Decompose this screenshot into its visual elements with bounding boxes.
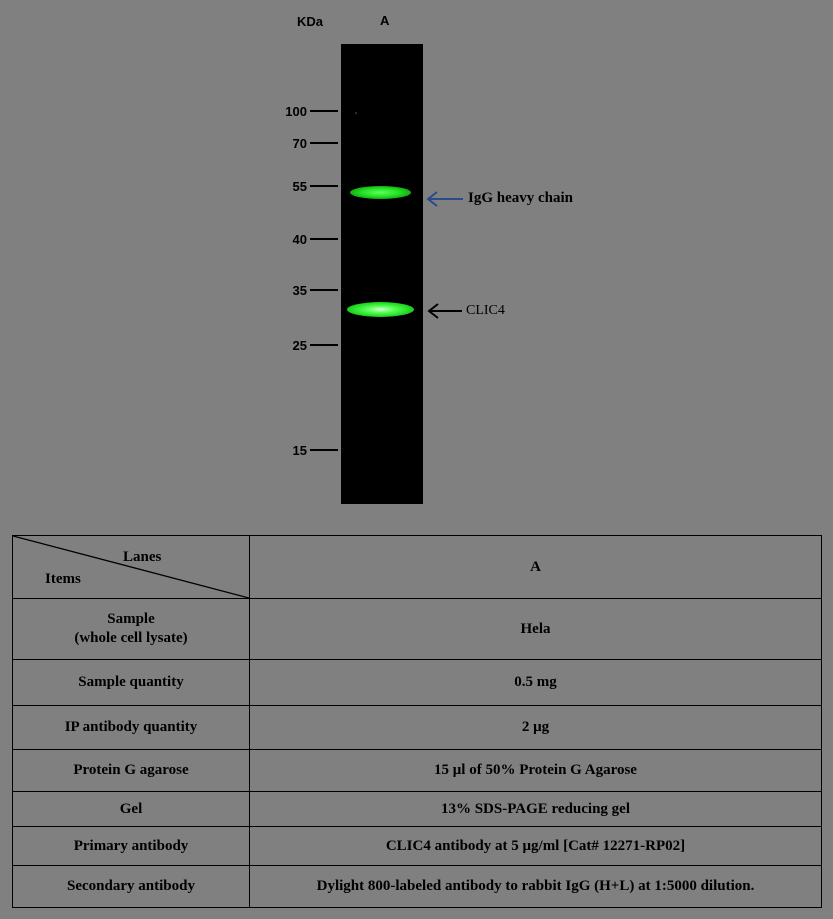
header-items-label: Items — [45, 571, 81, 587]
header-lanes-label: Lanes — [123, 549, 162, 565]
row-label-protein-g: Protein G agarose — [13, 750, 250, 792]
row-label-sample — [13, 599, 250, 660]
marker-tick — [310, 344, 338, 346]
table-row — [13, 866, 822, 908]
marker-100 — [250, 104, 338, 118]
marker-25 — [250, 338, 338, 352]
table-header-row — [13, 536, 822, 599]
marker-35 — [250, 283, 338, 297]
row-value-protein-g: 15 μl of 50% Protein G Agarose — [250, 750, 822, 792]
clic4-label: CLIC4 — [466, 303, 505, 318]
row-value-gel: 13% SDS-PAGE reducing gel — [250, 792, 822, 827]
marker-55 — [250, 179, 338, 193]
clic4-arrow-icon — [426, 302, 464, 320]
row-label-secondary-antibody: Secondary antibody — [13, 866, 250, 908]
marker-tick — [310, 289, 338, 291]
marker-label: 35 — [292, 282, 307, 298]
row-label-primary-antibody: Primary antibody — [13, 827, 250, 866]
row-label-ip-antibody: IP antibody quantity — [13, 706, 250, 750]
row-value-primary-antibody: CLIC4 antibody at 5 μg/ml [Cat# 12271-RP02] — [250, 827, 822, 866]
marker-tick — [310, 238, 338, 240]
kda-label: KDa — [297, 14, 324, 29]
row-label-gel: Gel — [13, 792, 250, 827]
table-row — [13, 599, 822, 660]
gel-speck — [355, 112, 357, 114]
marker-label: 100 — [285, 103, 307, 119]
marker-15 — [250, 443, 338, 457]
row-value-sample: Hela — [250, 599, 822, 660]
igg-heavy-chain-label: IgG heavy chain — [468, 190, 574, 206]
row-value-ip-antibody: 2 μg — [250, 706, 822, 750]
row-value-sample-quantity: 0.5 mg — [250, 660, 822, 706]
marker-40 — [250, 232, 338, 246]
marker-label: 15 — [292, 442, 307, 458]
lane-a-label: A — [380, 13, 390, 28]
gel-lane — [341, 44, 423, 504]
marker-tick — [310, 142, 338, 144]
row-value-secondary-antibody: Dylight 800-labeled antibody to rabbit IgG (H+L) at 1:5000 dilution. — [250, 866, 822, 908]
table-row — [13, 792, 822, 827]
marker-70 — [250, 136, 338, 150]
sample-line-1: Sample — [107, 611, 155, 627]
marker-label: 25 — [292, 337, 307, 353]
marker-label: 40 — [292, 231, 307, 247]
igg-arrow-icon — [425, 190, 465, 208]
clic4-band — [347, 302, 414, 317]
table-row — [13, 706, 822, 750]
marker-label: 70 — [292, 135, 307, 151]
marker-label: 55 — [292, 178, 307, 194]
header-lane-a: A — [250, 536, 822, 599]
table-row — [13, 660, 822, 706]
experiment-conditions-table — [12, 535, 822, 908]
table-row — [13, 750, 822, 792]
marker-tick — [310, 185, 338, 187]
table-row — [13, 827, 822, 866]
header-diagonal-cell — [13, 536, 250, 599]
row-label-sample-quantity: Sample quantity — [13, 660, 250, 706]
marker-tick — [310, 449, 338, 451]
sample-line-2: (whole cell lysate) — [74, 630, 188, 646]
marker-tick — [310, 110, 338, 112]
igg-heavy-chain-band — [350, 186, 411, 199]
